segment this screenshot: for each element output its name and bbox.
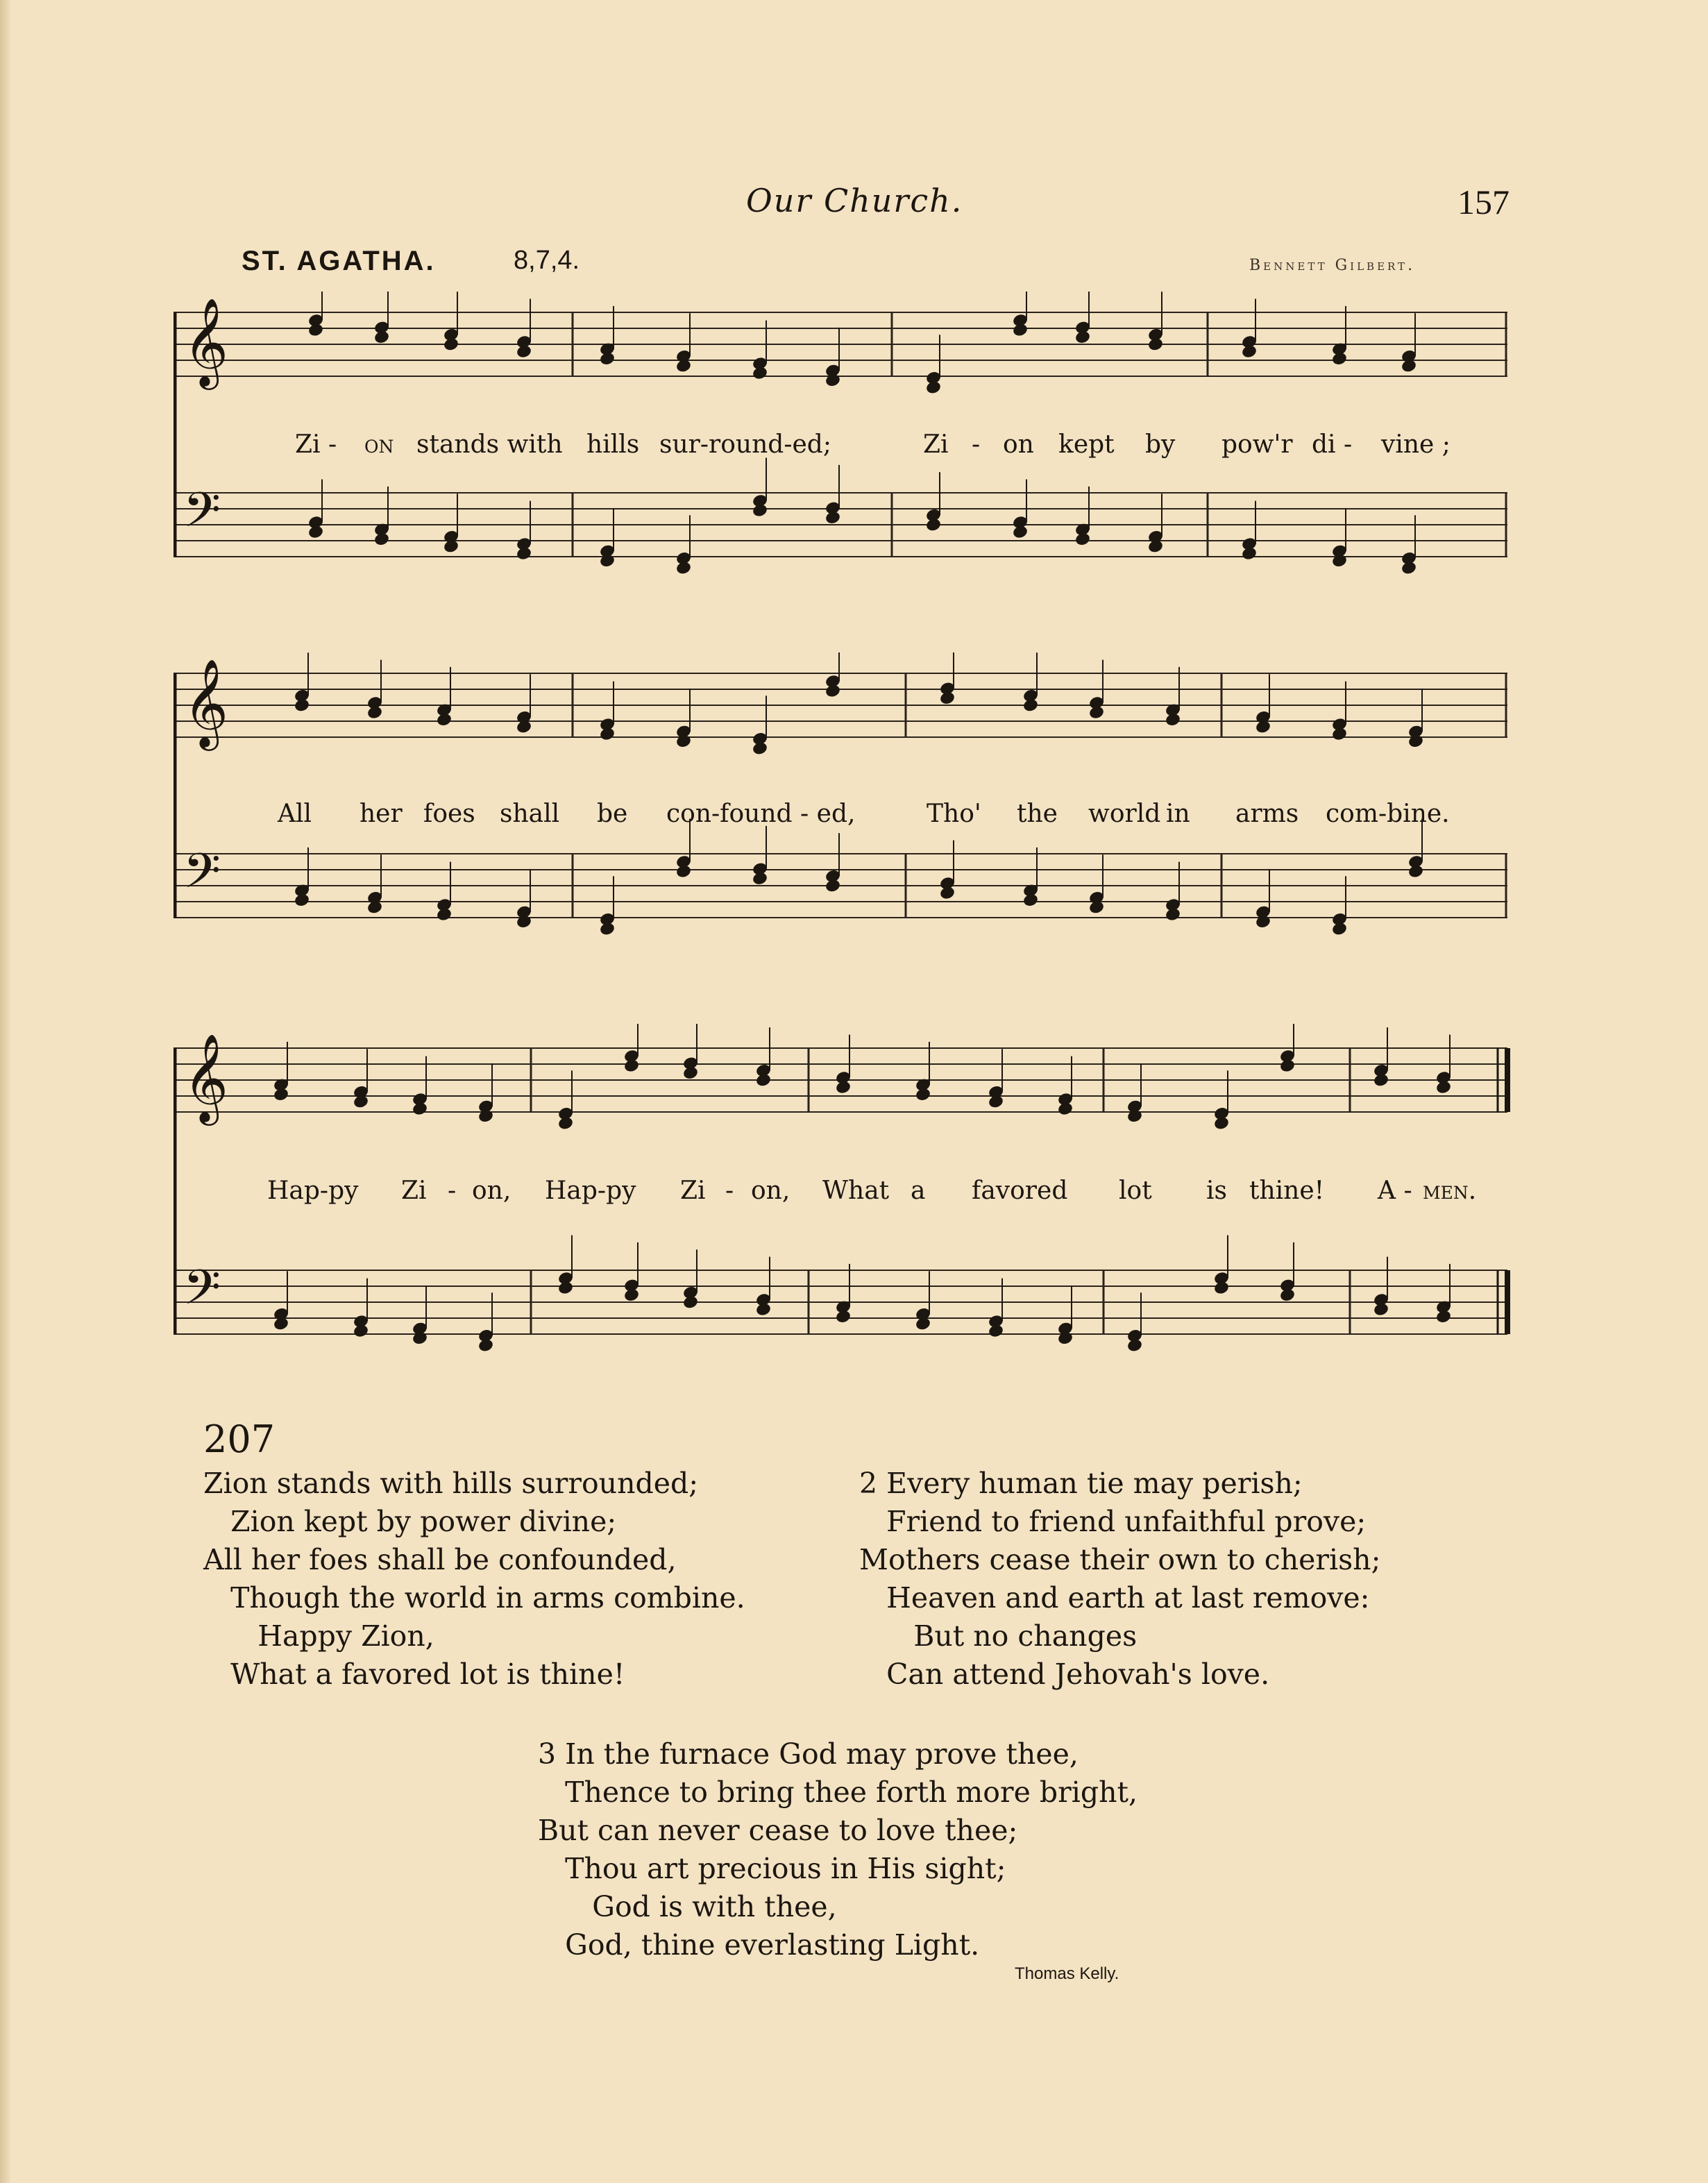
lyric-syllable: - xyxy=(448,1177,457,1205)
lyric-syllable: men. xyxy=(1423,1177,1477,1205)
composer: Bennett Gilbert. xyxy=(1249,257,1416,274)
lyric-syllable: her xyxy=(360,800,403,828)
lyric-syllable: com-bine. xyxy=(1326,800,1450,828)
lyric-syllable: favored xyxy=(972,1177,1068,1205)
page-edge xyxy=(0,0,10,2183)
lyric-syllable: foes xyxy=(423,800,475,828)
verse-1: Zion stands with hills surrounded; Zion kept by power divine; All her foes shall be confounded, Though the world in arms combine. Happy Zion, What a favored lot is thine! xyxy=(203,1467,745,1691)
lyric-syllable: Tho' xyxy=(927,800,981,828)
lyric-syllable: on, xyxy=(751,1177,790,1205)
lyric-syllable: Zi - xyxy=(295,430,337,459)
staff-notation xyxy=(174,1024,1513,1399)
lyric-syllable: in xyxy=(1166,800,1190,828)
treble-clef-icon: 𝄞 xyxy=(183,1033,229,1122)
lyric-syllable: - xyxy=(972,430,981,459)
lyric-syllable: Hap-py xyxy=(267,1177,359,1205)
lyric-syllable: Zi xyxy=(401,1177,427,1205)
treble-clef-icon: 𝄞 xyxy=(183,658,229,747)
hymn-author: Thomas Kelly. xyxy=(1015,1964,1119,1983)
treble-clef-icon: 𝄞 xyxy=(183,297,229,386)
lyric-syllable: A - xyxy=(1378,1177,1412,1205)
lyric-syllable: Zi xyxy=(923,430,949,459)
lyric-syllable: world xyxy=(1088,800,1161,828)
music-system-1 xyxy=(174,292,1513,597)
bass-clef-icon: 𝄢 xyxy=(183,1259,221,1327)
lyric-syllable: on, xyxy=(472,1177,511,1205)
lyric-syllable: lot xyxy=(1119,1177,1152,1205)
lyric-syllable: vine ; xyxy=(1381,430,1451,459)
running-head: Our Church. xyxy=(746,182,963,219)
lyric-syllable: sur-round-ed; xyxy=(659,430,831,459)
bass-clef-icon: 𝄢 xyxy=(183,482,221,550)
lyric-syllable: on xyxy=(1003,430,1034,459)
lyric-syllable: Zi xyxy=(680,1177,706,1205)
lyrics-line-3 xyxy=(174,1177,1513,1211)
lyric-syllable: con-found - ed, xyxy=(666,800,856,828)
lyrics-line-2 xyxy=(174,800,1513,834)
tune-meter: 8,7,4. xyxy=(514,246,580,275)
lyric-syllable: kept xyxy=(1058,430,1115,459)
lyric-syllable: Hap-py xyxy=(545,1177,636,1205)
lyric-syllable: stands with xyxy=(416,430,563,459)
lyric-syllable: thine! xyxy=(1249,1177,1325,1205)
lyric-syllable: shall xyxy=(500,800,560,828)
lyric-syllable: by xyxy=(1145,430,1176,459)
tune-name: ST. AGATHA. xyxy=(242,246,436,276)
music-system-2 xyxy=(174,652,1513,958)
lyric-syllable: All xyxy=(278,800,312,828)
lyric-syllable: a xyxy=(911,1177,926,1205)
verse-3: 3 In the furnace God may prove thee, Thence to bring thee forth more bright, But can never cease to love thee; Thou art precious in His sight; God is with thee, God, thine everlasting Light. xyxy=(538,1737,1138,1962)
lyric-syllable: - xyxy=(725,1177,734,1205)
lyrics-line-1 xyxy=(174,430,1513,465)
lyric-syllable: di - xyxy=(1312,430,1353,459)
lyric-syllable: is xyxy=(1206,1177,1227,1205)
lyric-syllable: arms xyxy=(1235,800,1299,828)
music-system-3 xyxy=(174,1024,1513,1399)
verse-2: 2 Every human tie may perish; Friend to friend unfaithful prove; Mothers cease their own to cherish; Heaven and earth at last remove: But no changes Can attend Jehovah's love. xyxy=(859,1467,1381,1691)
page-number: 157 xyxy=(1457,183,1510,221)
lyric-syllable: the xyxy=(1017,800,1058,828)
hymn-number: 207 xyxy=(203,1417,276,1461)
bass-clef-icon: 𝄢 xyxy=(183,843,221,911)
lyric-syllable: hills xyxy=(586,430,640,459)
lyric-syllable: What xyxy=(822,1177,890,1205)
lyric-syllable: on xyxy=(364,430,394,459)
lyric-syllable: pow'r xyxy=(1221,430,1293,459)
lyric-syllable: be xyxy=(597,800,628,828)
